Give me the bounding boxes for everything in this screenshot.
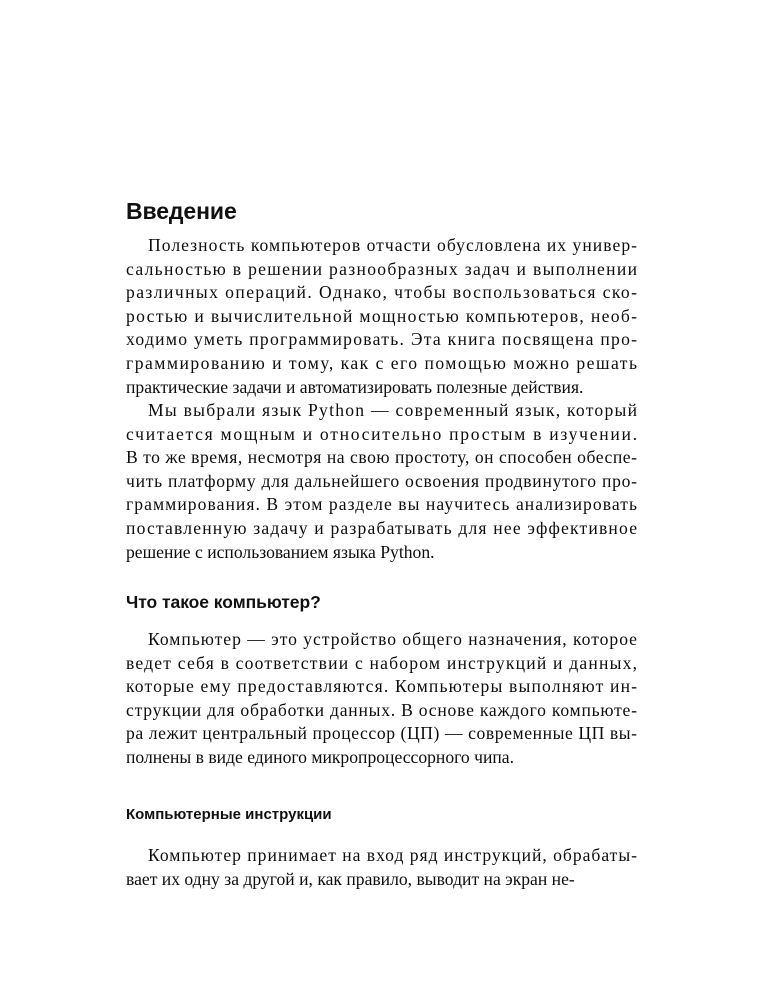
- text-line: вает их одну за другой и, как правило, выводит на экран не-: [126, 868, 575, 889]
- text-line: струкции для обработки данных. В основе каждого компьюте-: [126, 699, 638, 720]
- text-line: ра лежит центральный процессор (ЦП) — современные ЦП вы-: [126, 723, 638, 744]
- text-line: различных операций. Однако, чтобы воспользоваться ско-: [126, 282, 639, 303]
- text-line: граммированию и тому, как с его помощью можно решать: [126, 352, 639, 373]
- paragraph-computer-instructions-1: [126, 844, 637, 891]
- text-line: Компьютер — это устройство общего назначения, которое: [148, 629, 638, 649]
- text-line: граммирования. В этом разделе вы научитесь анализировать: [126, 494, 639, 515]
- subsection-heading-computer-instructions: Компьютерные инструкции: [126, 806, 332, 823]
- text-line: считается мощным и относительно простым в изучении.: [126, 423, 639, 444]
- paragraph-intro-2: [126, 399, 637, 564]
- text-line: Компьютер принимает на вход ряд инструкций, обрабаты-: [148, 845, 638, 865]
- paragraph-what-is-computer-1: [126, 628, 637, 770]
- text-line: чить платформу для дальнейшего освоения продвинутого про-: [126, 470, 638, 491]
- page-title-introduction: Введение: [126, 198, 237, 224]
- text-line: ростью и вычислительной мощностью компьютеров, необ-: [126, 305, 639, 326]
- text-line: сальностью в решении разнообразных задач и выполнении: [126, 258, 639, 279]
- text-line: практические задачи и автоматизировать полезные действия.: [126, 376, 584, 397]
- text-line: В то же время, несмотря на свою простоту, он способен обеспе-: [126, 447, 638, 468]
- text-line: полнены в виде единого микропроцессорного чипа.: [126, 746, 514, 767]
- text-line: Мы выбрали язык Python — современный язык, который: [148, 400, 639, 420]
- text-line: ведет себя в соответствии с набором инструкций и данных,: [126, 652, 639, 673]
- text-line: решение с использованием языка Python.: [126, 541, 435, 562]
- text-line: поставленную задачу и разрабатывать для нее эффективное: [126, 517, 639, 538]
- text-line: которые ему предоставляются. Компьютеры выполняют ин-: [126, 676, 639, 697]
- paragraph-intro-1: [126, 234, 637, 399]
- text-line: ходимо уметь программировать. Эта книга посвящена про-: [126, 329, 639, 350]
- section-heading-what-is-computer: Что такое компьютер?: [126, 592, 321, 612]
- text-line: Полезность компьютеров отчасти обусловлена их универ-: [148, 235, 639, 255]
